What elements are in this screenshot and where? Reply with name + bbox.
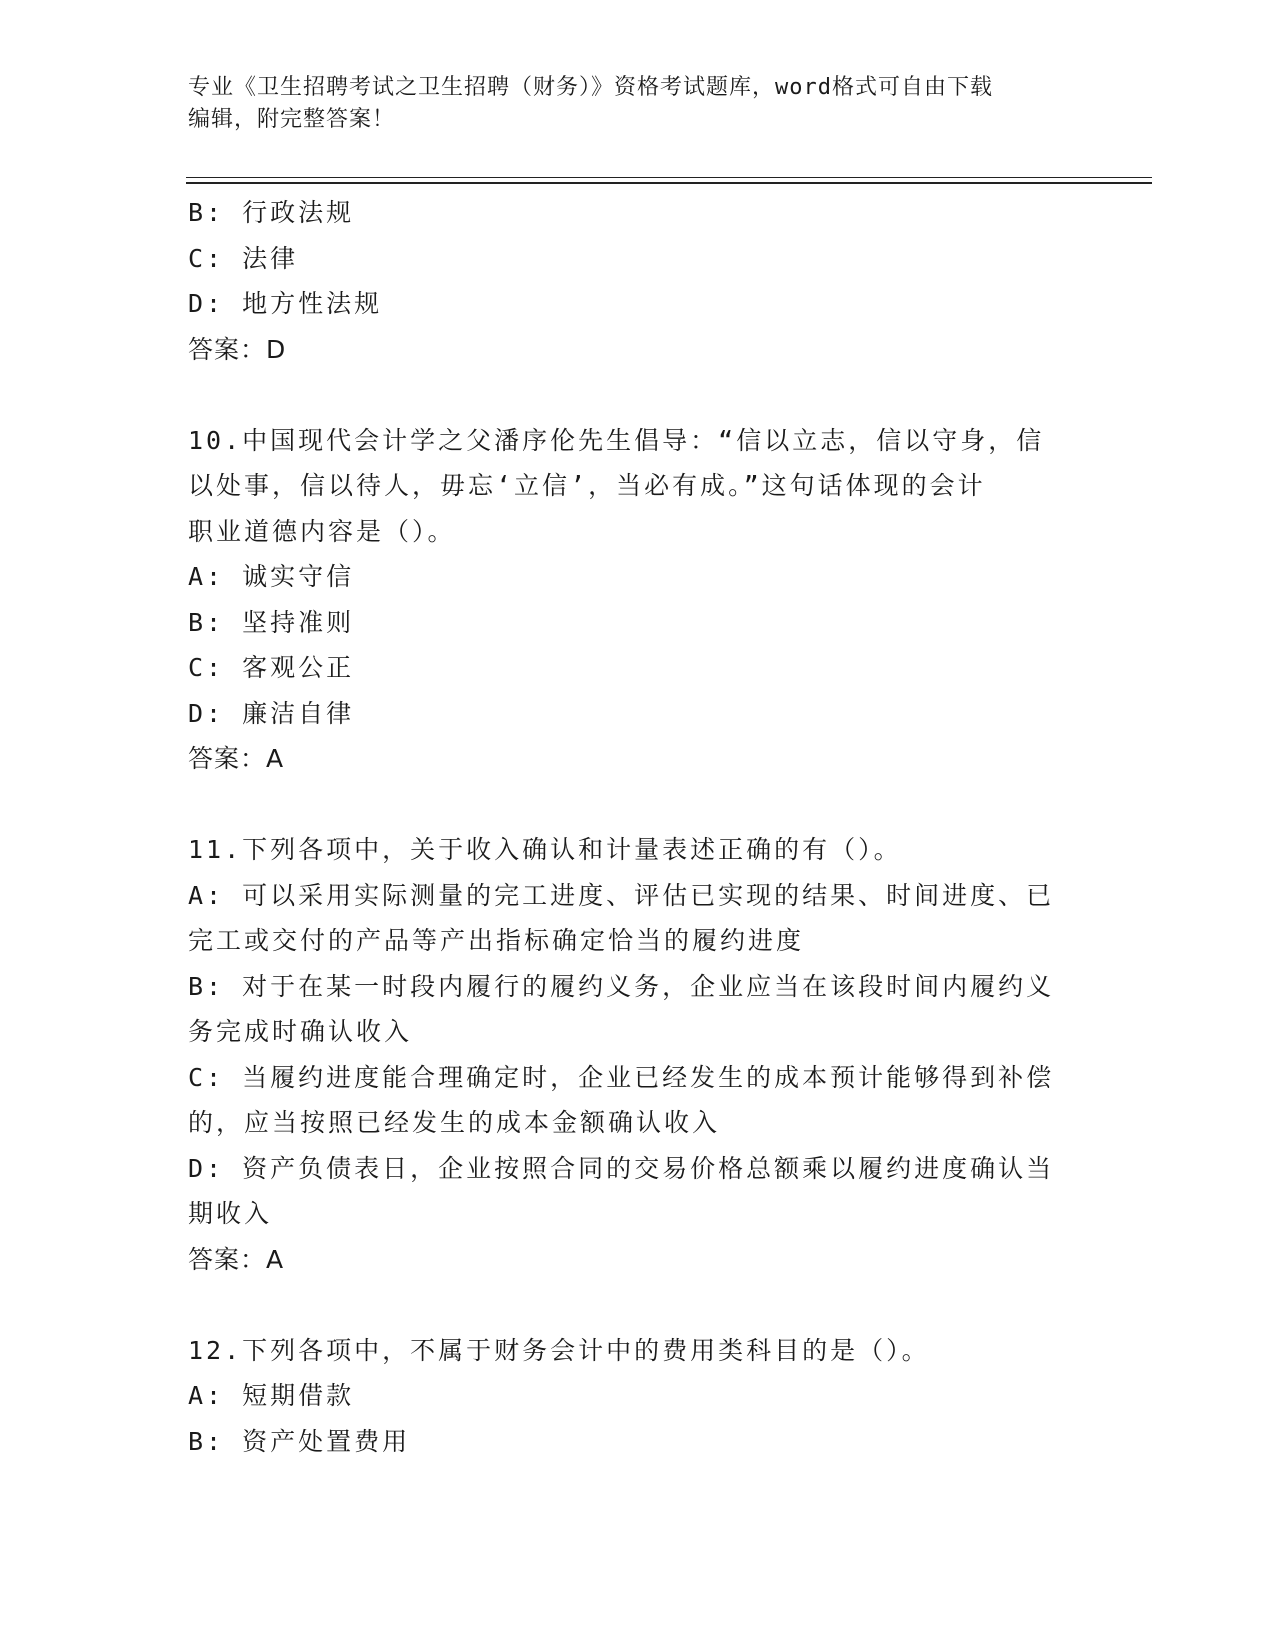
q11-option-a-line-2: 完工或交付的产品等产出指标确定恰当的履约进度 xyxy=(188,926,805,955)
spacer xyxy=(188,372,1088,418)
q9-answer: 答案：D xyxy=(188,334,287,364)
question-9-block xyxy=(188,190,1088,372)
q11-option-c-line-1: C: 当履约进度能合理确定时，企业已经发生的成本预计能够得到补偿 xyxy=(188,1062,1055,1092)
q9-option-b: B: 行政法规 xyxy=(188,198,355,227)
header-divider-thin xyxy=(186,177,1152,178)
header-line-1: 专业《卫生招聘考试之卫生招聘（财务）》资格考试题库，word格式可自由下载 xyxy=(188,75,993,100)
header-line-2: 编辑，附完整答案！ xyxy=(188,107,396,132)
header-divider-thick xyxy=(186,182,1152,184)
q11-option-c-line-2: 的，应当按照已经发生的成本金额确认收入 xyxy=(188,1108,721,1137)
q10-option-c: C: 客观公正 xyxy=(188,653,355,682)
q10-option-a: A: 诚实守信 xyxy=(188,562,355,591)
q11-option-d-line-2: 期收入 xyxy=(188,1199,273,1228)
q12-option-a: A: 短期借款 xyxy=(188,1381,355,1410)
q11-option-d-line-1: D: 资产负债表日，企业按照合同的交易价格总额乘以履约进度确认当 xyxy=(188,1153,1055,1183)
q11-option-b-line-1: B: 对于在某一时段内履行的履约义务，企业应当在该段时间内履约义 xyxy=(188,971,1055,1001)
q9-option-d: D: 地方性法规 xyxy=(188,289,383,318)
q10-option-b: B: 坚持准则 xyxy=(188,607,355,637)
q11-stem: 11.下列各项中，关于收入确认和计量表述正确的有（）。 xyxy=(188,835,902,864)
q10-stem-line-1: 10.中国现代会计学之父潘序伦先生倡导：“信以立志，信以守身，信 xyxy=(188,425,1045,455)
question-10-block xyxy=(188,418,1088,782)
q10-option-d: D: 廉洁自律 xyxy=(188,698,355,728)
question-11-block xyxy=(188,827,1088,1282)
q12-option-b: B: 资产处置费用 xyxy=(188,1426,411,1456)
spacer xyxy=(188,782,1088,828)
q11-answer: 答案：A xyxy=(188,1244,285,1274)
q10-answer: 答案：A xyxy=(188,744,285,773)
document-header xyxy=(188,72,1088,136)
q11-option-b-line-2: 务完成时确认收入 xyxy=(188,1017,413,1046)
spacer xyxy=(188,1282,1088,1328)
document-body xyxy=(188,190,1088,1464)
q9-option-c: C: 法律 xyxy=(188,243,299,273)
q10-stem-line-2: 以处事，信以待人，毋忘‘立信’，当必有成。”这句话体现的会计 xyxy=(188,471,986,500)
q10-stem-line-3: 职业道德内容是（）。 xyxy=(188,516,456,546)
q11-option-a-line-1: A: 可以采用实际测量的完工进度、评估已实现的结果、时间进度、已 xyxy=(188,880,1055,910)
question-12-block xyxy=(188,1328,1088,1465)
q12-stem: 12.下列各项中，不属于财务会计中的费用类科目的是（）。 xyxy=(188,1335,930,1365)
